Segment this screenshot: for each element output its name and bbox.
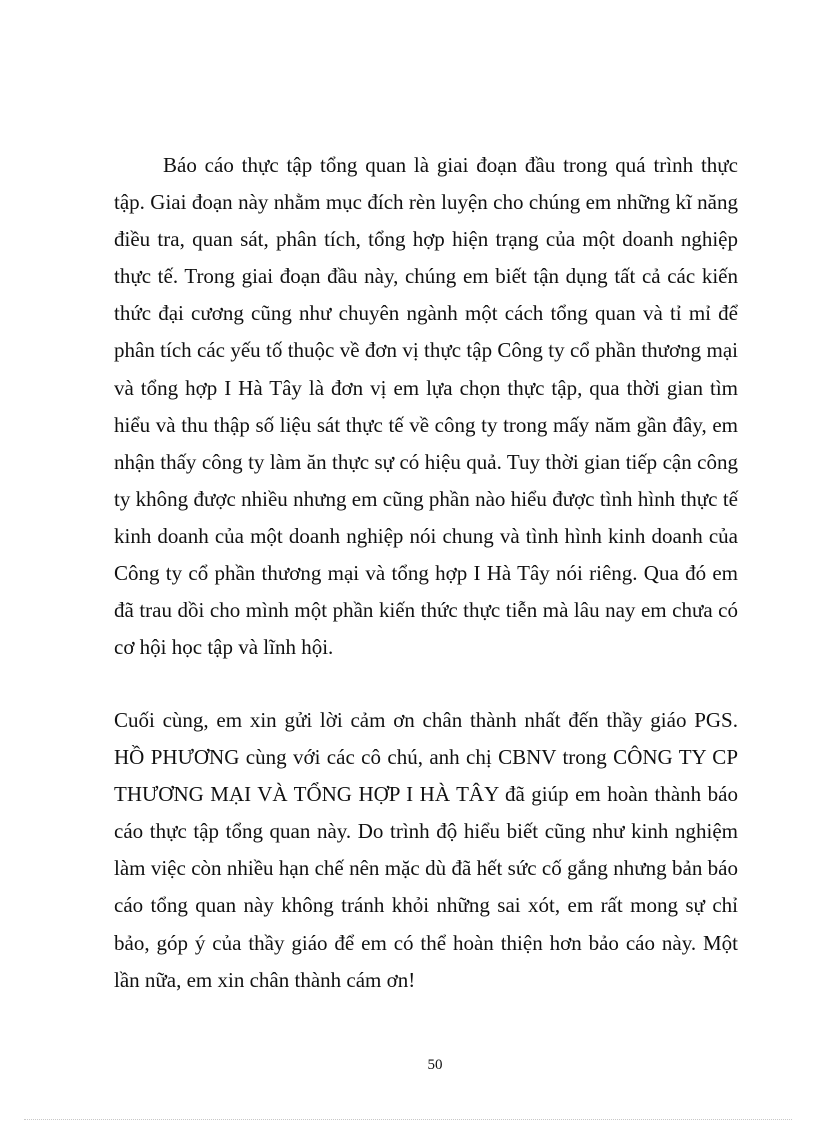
page-bottom-divider (24, 1119, 792, 1120)
page-number: 50 (427, 1057, 443, 1073)
body-paragraph-internship-overview: Báo cáo thực tập tổng quan là giai đoạn đầu trong quá trình thực tập. Giai đoạn này nhằm mục đích rèn luyện cho chúng em những kĩ năng điều tra, quan sát, phân tích, tổng hợp hiện trạng của một doanh nghiệp thực tế. Trong giai đoạn đầu này, chúng em biết tận dụng tất cả các kiến thức đại cương cũng như chuyên ngành một cách tổng quan và tỉ mỉ để phân tích các yếu tố thuộc về đơn vị thực tập Công ty cổ phần thương mại và tổng hợp I Hà Tây là đơn vị em lựa chọn thực tập, qua thời gian tìm hiểu và thu thập số liệu sát thực tế về công ty trong mấy năm gần đây, em nhận thấy công ty làm ăn thực sự có hiệu quả. Tuy thời gian tiếp cận công ty không được nhiều nhưng em cũng phần nào hiểu được tình hình thực tế kinh doanh của một doanh nghiệp nói chung và tình hình kinh doanh của Công ty cổ phần thương mại và tổng hợp I Hà Tây nói riêng. Qua đó em đã trau dồi cho mình một phần kiến thức thực tiễn mà lâu nay em chưa có cơ hội học tập và lĩnh hội. (114, 153, 738, 660)
body-paragraph-acknowledgement: Cuối cùng, em xin gửi lời cảm ơn chân thành nhất đến thầy giáo PGS. HỒ PHƯƠNG cùng với các cô chú, anh chị CBNV trong CÔNG TY CP THƯƠNG MẠI VÀ TỔNG HỢP I HÀ TÂY đã giúp em hoàn thành báo cáo thực tập tổng quan này. Do trình độ hiểu biết cũng như kinh nghiệm làm việc còn nhiều hạn chế nên mặc dù đã hết sức cố gắng nhưng bản báo cáo tổng quan này không tránh khỏi những sai xót, em rất mong sự chỉ bảo, góp ý của thầy giáo để em có thể hoàn thiện hơn bảo cáo này. Một lần nữa, em xin chân thành cám ơn! (114, 708, 738, 992)
